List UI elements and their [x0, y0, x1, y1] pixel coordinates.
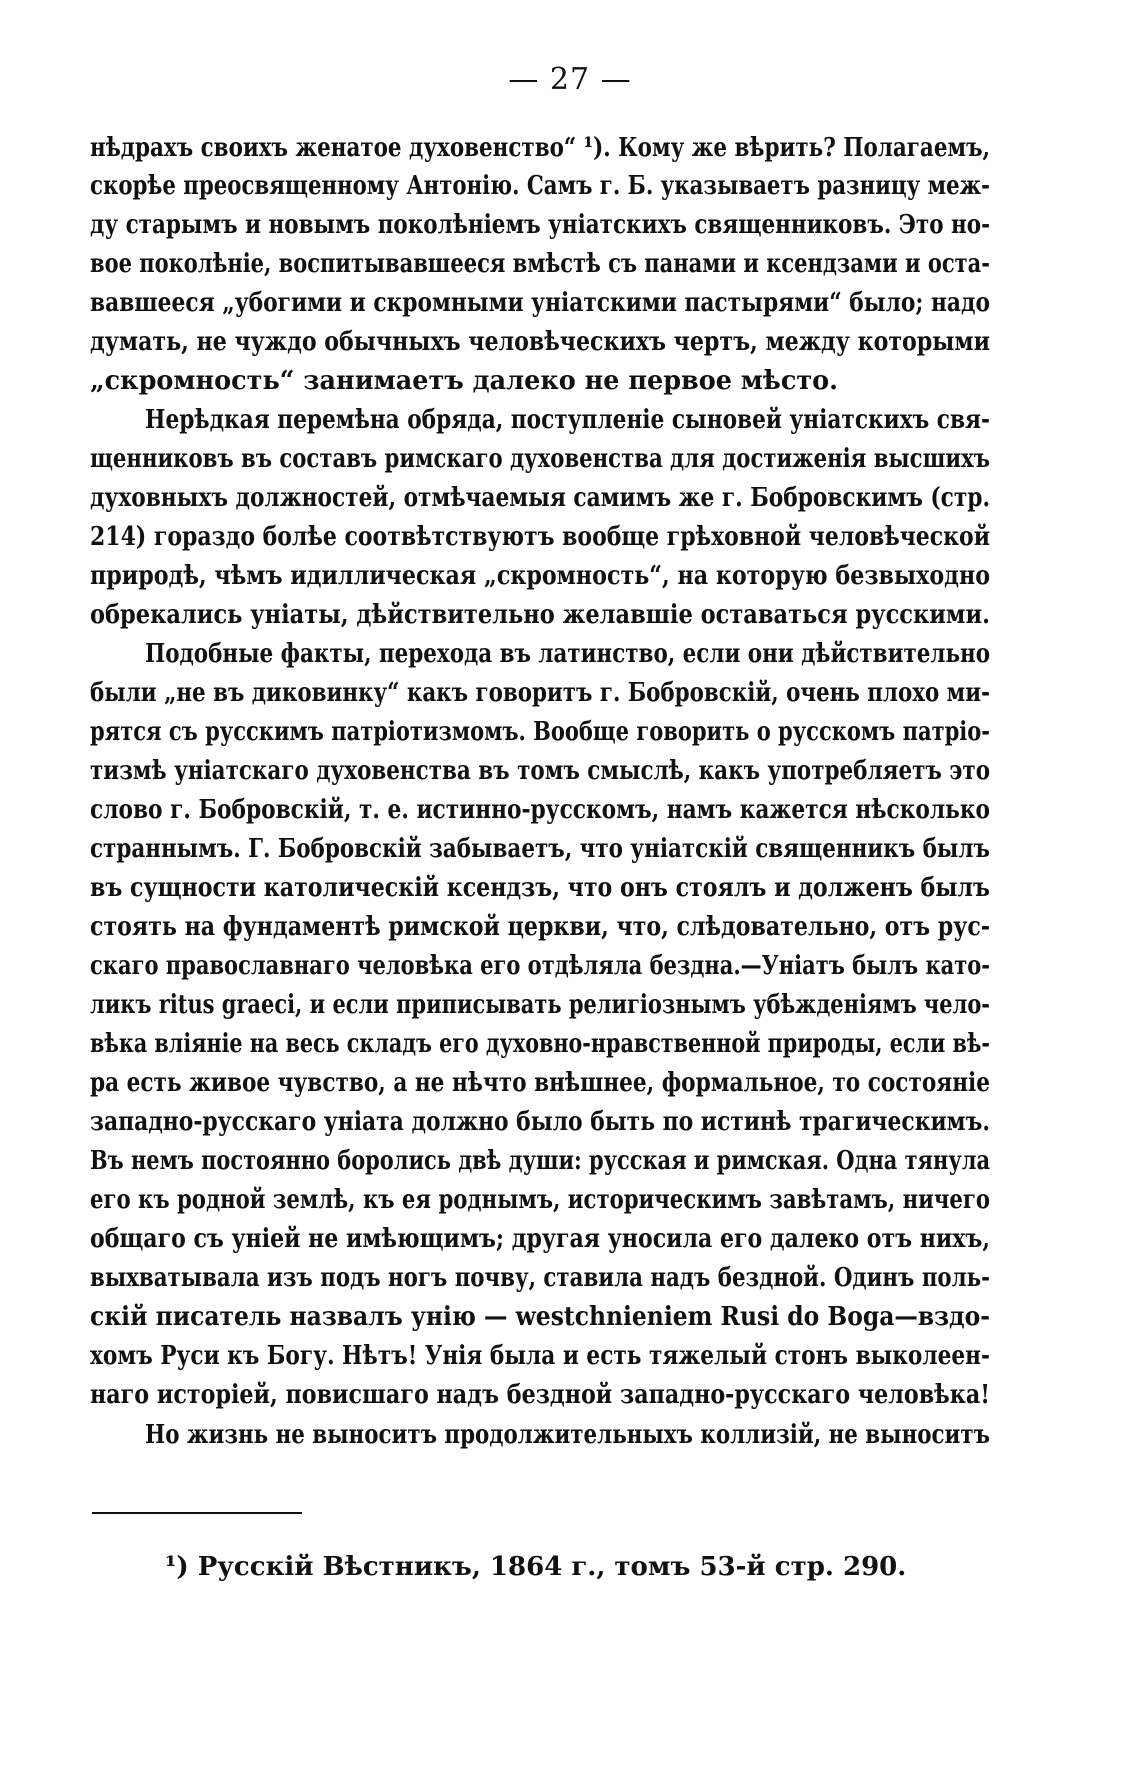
text-line: выхватывала изъ подъ ногъ почву, ставила надъ бездной. Одинъ поль- [90, 1263, 990, 1293]
text-line: „скромность“ занимаетъ далеко не первое мѣсто. [90, 366, 839, 396]
text-line: стоять на фундаментѣ римской церкви, что, слѣдовательно, отъ рус- [90, 912, 990, 942]
text-line: были „не въ диковинку“ какъ говоритъ г. Бобровскій, очень плохо ми- [90, 678, 990, 708]
page-number: — 27 — [508, 62, 632, 97]
text-line: скорѣе преосвященному Антонію. Самъ г. Б. указываетъ разницу меж- [90, 171, 990, 201]
text-line: думать, не чуждо обычныхъ человѣческихъ чертъ, между которыми [90, 327, 991, 357]
text-line: щенниковъ въ составъ римскаго духовенства для достиженія высшихъ [90, 444, 990, 474]
text-line: слово г. Бобровскій, т. е. истинно-русскомъ, намъ кажется нѣсколько [90, 795, 991, 825]
text-line: 214) гораздо болѣе соотвѣтствуютъ вообще грѣховной человѣческой [90, 522, 990, 552]
text-line: скаго православнаго человѣка его отдѣляла бездна.—Уніатъ былъ като- [90, 951, 990, 981]
text-line: страннымъ. Г. Бобровскій забываетъ, что уніатскій священникъ былъ [90, 834, 990, 864]
text-line: Нерѣдкая перемѣна обряда, поступленіе сыновей уніатскихъ свя- [145, 405, 990, 435]
text-line: его къ родной землѣ, къ ея роднымъ, историческимъ завѣтамъ, ничего [90, 1185, 990, 1215]
text-line: общаго съ уніей не имѣющимъ; другая уносила его далеко отъ нихъ, [90, 1224, 990, 1254]
text-line: нѣдрахъ своихъ женатое духовенство“ ¹). Кому же вѣрить? Полагаемъ, [90, 133, 990, 163]
text-line: вавшееся „убогими и скромными уніатскими пастырями“ было; надо [90, 288, 990, 318]
footnote: ¹) Русскій Вѣстникъ, 1864 г., томъ 53-й стр. 290. [165, 1552, 907, 1582]
footnote-rule [92, 1512, 302, 1514]
text-line: ду старымъ и новымъ поколѣніемъ уніатскихъ священниковъ. Это но- [90, 210, 990, 240]
text-line: духовныхъ должностей, отмѣчаемыя самимъ же г. Бобровскимъ (стр. [90, 483, 990, 513]
text-line: Подобные факты, перехода въ латинство, если они дѣйствительно [145, 639, 990, 669]
text-line: Но жизнь не выноситъ продолжительныхъ коллизій, не выноситъ [145, 1420, 990, 1450]
text-line: скій писатель назвалъ унію — westchnieniem Rusi do Boga—вздо- [90, 1302, 990, 1332]
text-line: Въ немъ постоянно боролись двѣ души: русская и римская. Одна тянула [90, 1146, 990, 1176]
text-line: рятся съ русскимъ патріотизмомъ. Вообще говорить о русскомъ патріо- [90, 717, 990, 747]
text-line: хомъ Руси къ Богу. Нѣтъ! Унія была и есть тяжелый стонъ выколеен- [90, 1341, 990, 1371]
text-line: тизмѣ уніатскаго духовенства въ томъ смыслѣ, какъ употребляетъ это [90, 756, 990, 786]
text-line: природѣ, чѣмъ идиллическая „скромность“, на которую безвыходно [90, 561, 990, 591]
text-line: ра есть живое чувство, а не нѣчто внѣшнее, формальное, то состояніе [90, 1068, 990, 1098]
text-line: обрекались уніаты, дѣйствительно желавшіе оставаться русскими. [90, 600, 990, 630]
text-line: вѣка вліяніе на весь складъ его духовно-нравственной природы, если вѣ- [90, 1029, 990, 1059]
text-line: вое поколѣніе, воспитывавшееся вмѣстѣ съ панами и ксендзами и оста- [90, 249, 990, 279]
text-line: въ сущности католическій ксендзъ, что онъ стоялъ и долженъ былъ [90, 873, 990, 903]
text-line: западно-русскаго уніата должно было быть по истинѣ трагическимъ. [90, 1107, 990, 1137]
text-line: ликъ ritus graeci, и если приписывать религіознымъ убѣжденіямъ чело- [90, 990, 990, 1020]
text-line: наго исторіей, повисшаго надъ бездной западно-русскаго человѣка! [90, 1380, 990, 1410]
